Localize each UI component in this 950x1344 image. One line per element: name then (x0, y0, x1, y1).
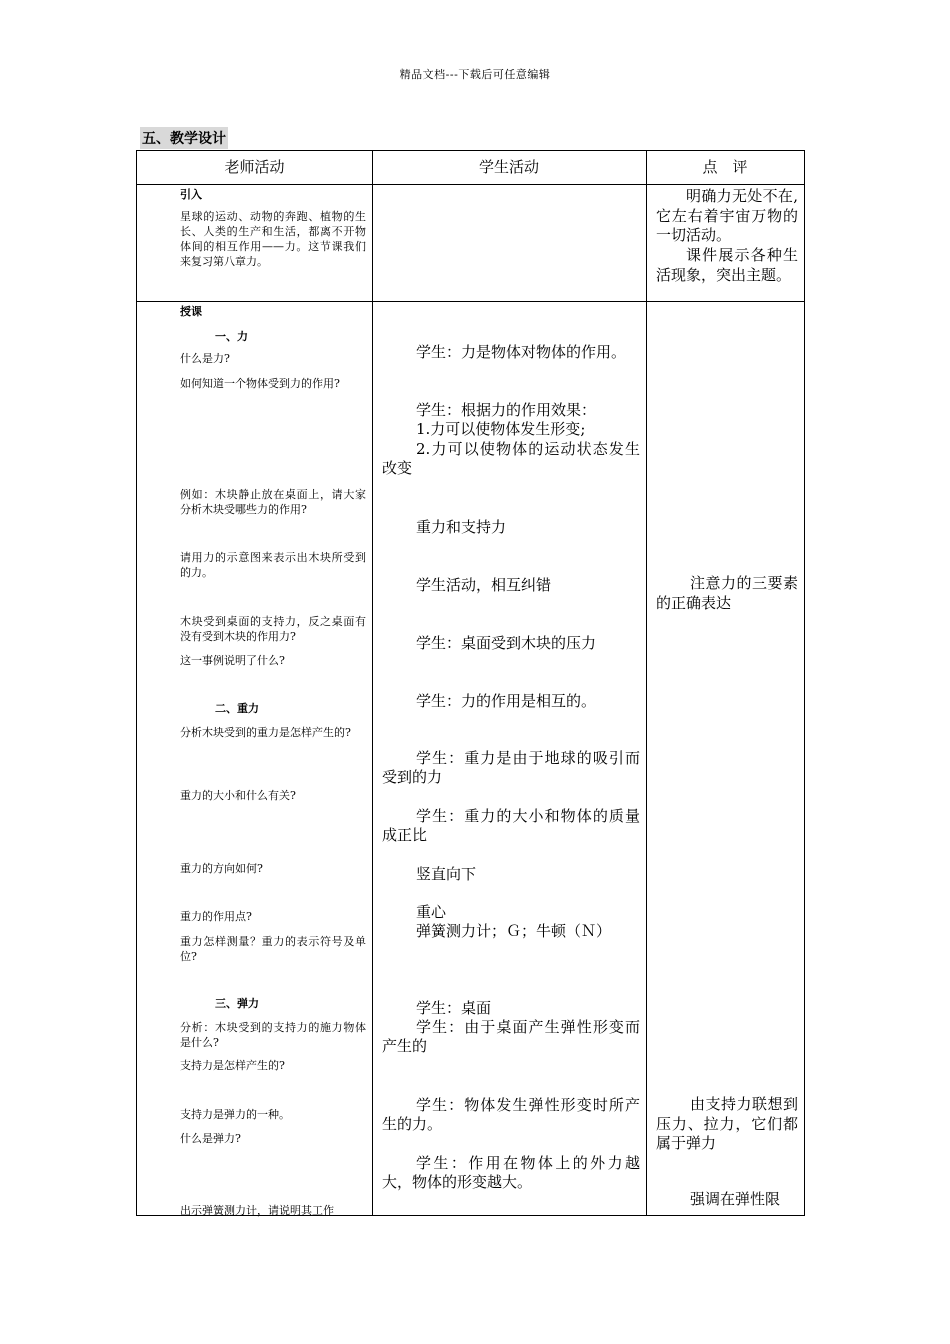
gravity-title: 二、重力 (215, 702, 259, 715)
elastic-q1: 分析：木块受到的支持力的施力物体是什么? (180, 1021, 366, 1049)
student-a14: 学生：物体发生弹性形变时所产生的力。 (382, 1096, 640, 1133)
intro-teacher-text: 星球的运动、动物的奔跑、植物的生长、人类的生产和生活，都离不开物体间的相互作用——力。这节课我们来复习第八章力。 (180, 210, 366, 268)
gravity-q5: 重力怎样测量？重力的表示符号及单位? (180, 935, 366, 963)
lesson-heading: 授课 (180, 305, 202, 318)
row-divider (137, 301, 804, 302)
header-teacher: 老师活动 (224, 158, 285, 176)
column-divider (372, 151, 373, 1215)
elastic-q5: 出示弹簧测力计，请说明其工作 (180, 1204, 334, 1217)
gravity-q4: 重力的作用点? (180, 910, 252, 923)
comment-c1: 注意力的三要素的正确表达 (656, 574, 798, 612)
comment-c3: 强调在弹性限 (690, 1190, 781, 1208)
elastic-q3: 支持力是弹力的一种。 (180, 1108, 290, 1121)
force-q1: 什么是力? (180, 352, 230, 365)
force-q6: 这一事例说明了什么? (180, 654, 285, 667)
force-q3: 例如：木块静止放在桌面上，请大家分析木块受哪些力的作用? (180, 488, 366, 516)
column-divider (646, 151, 647, 1215)
gravity-q1: 分析木块受到的重力是怎样产生的? (180, 726, 351, 739)
teaching-design-table (136, 150, 805, 1216)
student-a4: 学生活动，相互纠错 (416, 576, 552, 594)
student-a8: 学生：重力的大小和物体的质量成正比 (382, 807, 640, 844)
elastic-title: 三、弹力 (215, 997, 259, 1010)
student-a5: 学生：桌面受到木块的压力 (416, 634, 597, 652)
student-a15: 学生：作用在物体上的外力越大，物体的形变越大。 (382, 1154, 640, 1191)
elastic-q4: 什么是弹力? (180, 1132, 241, 1145)
intro-comment-1: 明确力无处不在,它左右着宇宙万物的一切活动。 (656, 187, 798, 244)
row-divider (137, 184, 804, 185)
intro-comment-2: 课件展示各种生活现象，突出主题。 (656, 246, 798, 284)
student-a2-1: 1.力可以使物体发生形变; (416, 420, 586, 438)
gravity-q3: 重力的方向如何? (180, 862, 263, 875)
student-a12: 学生：桌面 (416, 999, 492, 1017)
section-title: 五、教学设计 (140, 127, 228, 149)
student-a10: 重心 (416, 903, 447, 921)
header-comment: 点 评 (702, 158, 748, 176)
student-a2-2: 2.力可以使物体的运动状态发生改变 (382, 440, 640, 477)
student-a11: 弹簧测力计；Ｇ；牛顿（Ｎ） (416, 922, 612, 940)
student-a13: 学生：由于桌面产生弹性形变而产生的 (382, 1018, 640, 1055)
intro-heading: 引入 (180, 188, 202, 201)
comment-c2: 由支持力联想到压力、拉力，它们都属于弹力 (656, 1095, 798, 1152)
student-a6: 学生：力的作用是相互的。 (416, 692, 597, 710)
force-q5: 木块受到桌面的支持力，反之桌面有没有受到木块的作用力? (180, 615, 366, 643)
force-q4: 请用力的示意图来表示出木块所受到的力。 (180, 551, 366, 579)
elastic-q2: 支持力是怎样产生的? (180, 1059, 285, 1072)
student-a2: 学生：根据力的作用效果： (416, 401, 597, 419)
student-a3: 重力和支持力 (416, 518, 507, 536)
gravity-q2: 重力的大小和什么有关? (180, 789, 296, 802)
force-title: 一、力 (215, 330, 248, 343)
header-student: 学生活动 (478, 158, 539, 176)
student-a9: 竖直向下 (416, 865, 477, 883)
student-a7: 学生：重力是由于地球的吸引而受到的力 (382, 749, 640, 786)
force-q2: 如何知道一个物体受到力的作用? (180, 377, 340, 390)
student-a1: 学生：力是物体对物体的作用。 (416, 343, 627, 361)
page-header: 精品文档---下载后可任意编辑 (399, 68, 551, 81)
